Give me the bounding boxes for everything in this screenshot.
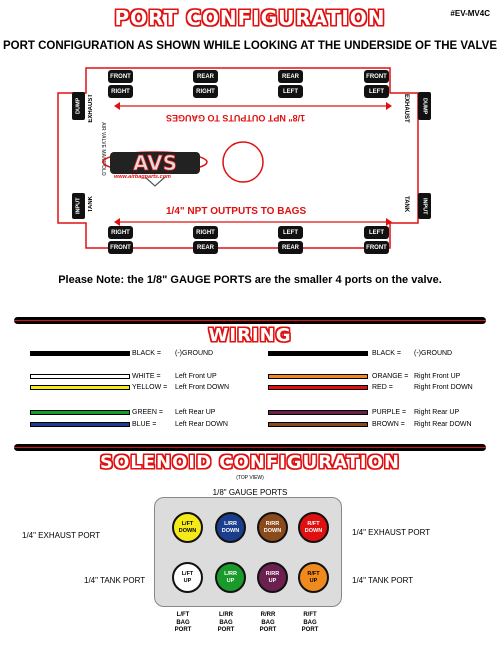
right-tank-label: TANK [403, 196, 409, 213]
wire-desc: Right Rear UP [414, 409, 460, 416]
port-top-rear-left-label: REAR [278, 70, 303, 83]
solenoid-lrr-up: L/RR UP [215, 562, 246, 593]
top-view-label: (TOP VIEW) [236, 475, 264, 481]
wire-black-left [30, 351, 130, 356]
wire-label: RED = [372, 384, 393, 391]
wire-label: BLACK = [372, 350, 401, 357]
divider-band [14, 317, 486, 324]
gauge-outputs-label: 1/8" NPT OUTPUTS TO GAUGES [166, 113, 306, 123]
port-top-rear-right: RIGHT [193, 85, 218, 98]
side-text: AIR VALVE MANIFOLD [100, 122, 106, 176]
svg-text:AVS: AVS [132, 151, 178, 175]
right-dump-port: DUMP [418, 92, 431, 120]
bag-outputs-label: 1/4" NPT OUTPUTS TO BAGS [166, 206, 307, 217]
wire-orange [268, 374, 368, 379]
port-top-rear-right-label: REAR [193, 70, 218, 83]
wire-desc: Left Front DOWN [175, 384, 230, 391]
tank-port-left: 1/4" TANK PORT [84, 576, 146, 585]
valve-diagram [38, 58, 438, 258]
port-bottom-right-rear-label: REAR [193, 241, 218, 254]
bag-port-lft: L/FT BAG PORT [174, 612, 192, 633]
wire-label: BROWN = [372, 421, 405, 428]
exhaust-port-right: 1/4" EXHAUST PORT [352, 528, 431, 537]
avs-logo [100, 144, 210, 188]
wiring-title: WIRING [208, 325, 292, 346]
solenoid-title: SOLENOID CONFIGURATION [100, 452, 400, 473]
port-top-front-right-label: FRONT [108, 70, 133, 83]
wire-green [30, 410, 130, 415]
left-dump-port: DUMP [72, 92, 85, 120]
gauge-ports-label: 1/8" GAUGE PORTS [212, 488, 288, 497]
solenoid-panel [154, 497, 342, 607]
wire-yellow [30, 385, 130, 390]
gauge-port-note: Please Note: the 1/8" GAUGE PORTS are the smaller 4 ports on the valve. [58, 274, 442, 286]
wire-desc: (-)GROUND [175, 350, 214, 357]
wire-desc: Left Rear DOWN [175, 421, 228, 428]
wire-blue [30, 422, 130, 427]
wire-label: BLACK = [132, 350, 161, 357]
bag-port-rft: R/FT BAG PORT [301, 612, 319, 633]
divider-band [14, 444, 486, 451]
port-top-front-right: RIGHT [108, 85, 133, 98]
wire-desc: Right Rear DOWN [414, 421, 472, 428]
avs-logo-graphic [100, 144, 210, 188]
wire-label: PURPLE = [372, 409, 407, 416]
wire-label: GREEN = [132, 409, 163, 416]
port-top-front-left: LEFT [364, 85, 389, 98]
solenoid-rrr-up: R/RR UP [257, 562, 288, 593]
right-input-port: INPUT [418, 193, 431, 219]
part-code: #EV-MV4C [450, 9, 490, 18]
wire-desc: Right Front UP [414, 373, 461, 380]
right-exhaust-label: EXHAUST [403, 94, 409, 123]
solenoid-rrr-down: R/RR DOWN [257, 512, 288, 543]
tank-port-right: 1/4" TANK PORT [352, 576, 414, 585]
wire-label: BLUE = [132, 421, 157, 428]
bag-port-rrr: R/RR BAG PORT [259, 612, 277, 633]
port-bottom-right-front: RIGHT [108, 226, 133, 239]
page-title: PORT CONFIGURATION [114, 6, 386, 30]
left-exhaust-label: EXHAUST [88, 94, 94, 123]
solenoid-lrr-down: L/RR DOWN [215, 512, 246, 543]
solenoid-rft-down: R/FT DOWN [298, 512, 329, 543]
port-bottom-right-front-label: FRONT [108, 241, 133, 254]
solenoid-lft-down: L/FT DOWN [172, 512, 203, 543]
solenoid-rft-up: R/FT UP [298, 562, 329, 593]
wire-desc: Left Front UP [175, 373, 217, 380]
wire-desc: (-)GROUND [414, 350, 453, 357]
port-top-front-left-label: FRONT [364, 70, 389, 83]
solenoid-lft-up: L/FT UP [172, 562, 203, 593]
exhaust-port-left: 1/4" EXHAUST PORT [22, 531, 101, 540]
wire-desc: Right Front DOWN [414, 384, 473, 391]
logo-url: www.airbagparts.com [114, 174, 171, 180]
wire-purple [268, 410, 368, 415]
wire-label: YELLOW = [132, 384, 168, 391]
port-top-rear-left: LEFT [278, 85, 303, 98]
wire-brown [268, 422, 368, 427]
port-bottom-left-front-label: FRONT [364, 241, 389, 254]
subtitle: PORT CONFIGURATION AS SHOWN WHILE LOOKING AT THE UNDERSIDE OF THE VALVE [2, 40, 498, 52]
bag-port-lrr: L/RR BAG PORT [217, 612, 235, 633]
wire-desc: Left Rear UP [175, 409, 216, 416]
port-bottom-left-rear-label: REAR [278, 241, 303, 254]
port-bottom-right-rear: RIGHT [193, 226, 218, 239]
wire-red [268, 385, 368, 390]
wire-white [30, 374, 130, 379]
port-bottom-left-front: LEFT [364, 226, 389, 239]
left-tank-label: TANK [88, 196, 94, 213]
wire-black-right [268, 351, 368, 356]
port-bottom-left-rear: LEFT [278, 226, 303, 239]
wire-label: ORANGE = [372, 373, 409, 380]
wire-label: WHITE = [132, 373, 161, 380]
left-input-port: INPUT [72, 193, 85, 219]
